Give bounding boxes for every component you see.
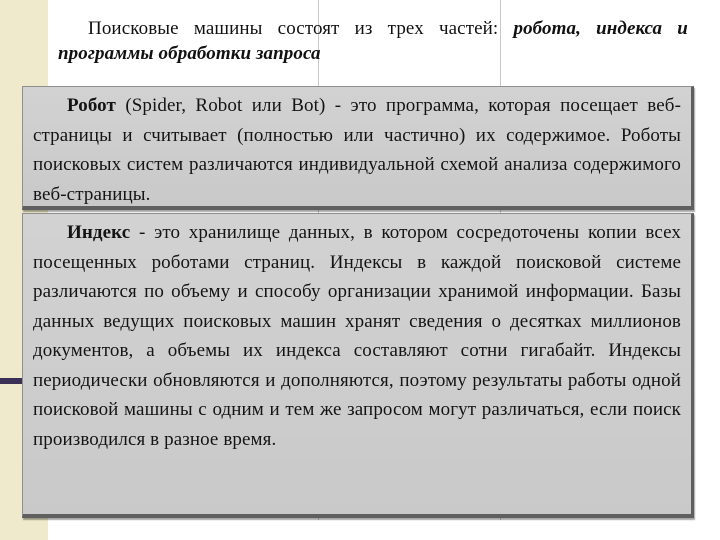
index-definition-box bbox=[22, 213, 694, 518]
robot-term: Робот bbox=[67, 95, 116, 116]
heading-emphasis-text: робота, индекса и программы обработки запроса bbox=[58, 18, 688, 64]
robot-definition-paragraph bbox=[33, 91, 681, 209]
heading-plain-text: Поисковые машины состоят из трех частей: bbox=[88, 18, 514, 39]
slide-heading bbox=[58, 16, 688, 66]
robot-definition-box bbox=[22, 86, 694, 210]
index-definition-paragraph bbox=[33, 218, 681, 454]
index-definition-text: - это хранилище данных, в котором сосредоточены копии всех посещенных роботами страниц. Индексы в каждой поисковой системе различаются по объему и способу организации хранимой информации. Базы данных ведущих поисковых машин хранят сведения о десятках миллионов документов, а объемы их индекса составляют сотни гигабайт. Индексы периодически обновляются и дополняются, поэтому результаты работы одной поисковой машины с одним и тем же запросом могут различаться, если поиск производился в разное время. bbox=[33, 222, 681, 450]
index-term: Индекс bbox=[67, 222, 131, 243]
robot-definition-text: (Spider, Robot или Bot) - это программа, которая посещает веб-страницы и считывает (полностью или частично) их содержимое. Роботы поисковых систем различаются индивидуальной схемой анализа содержимого веб-страницы. bbox=[33, 95, 681, 205]
